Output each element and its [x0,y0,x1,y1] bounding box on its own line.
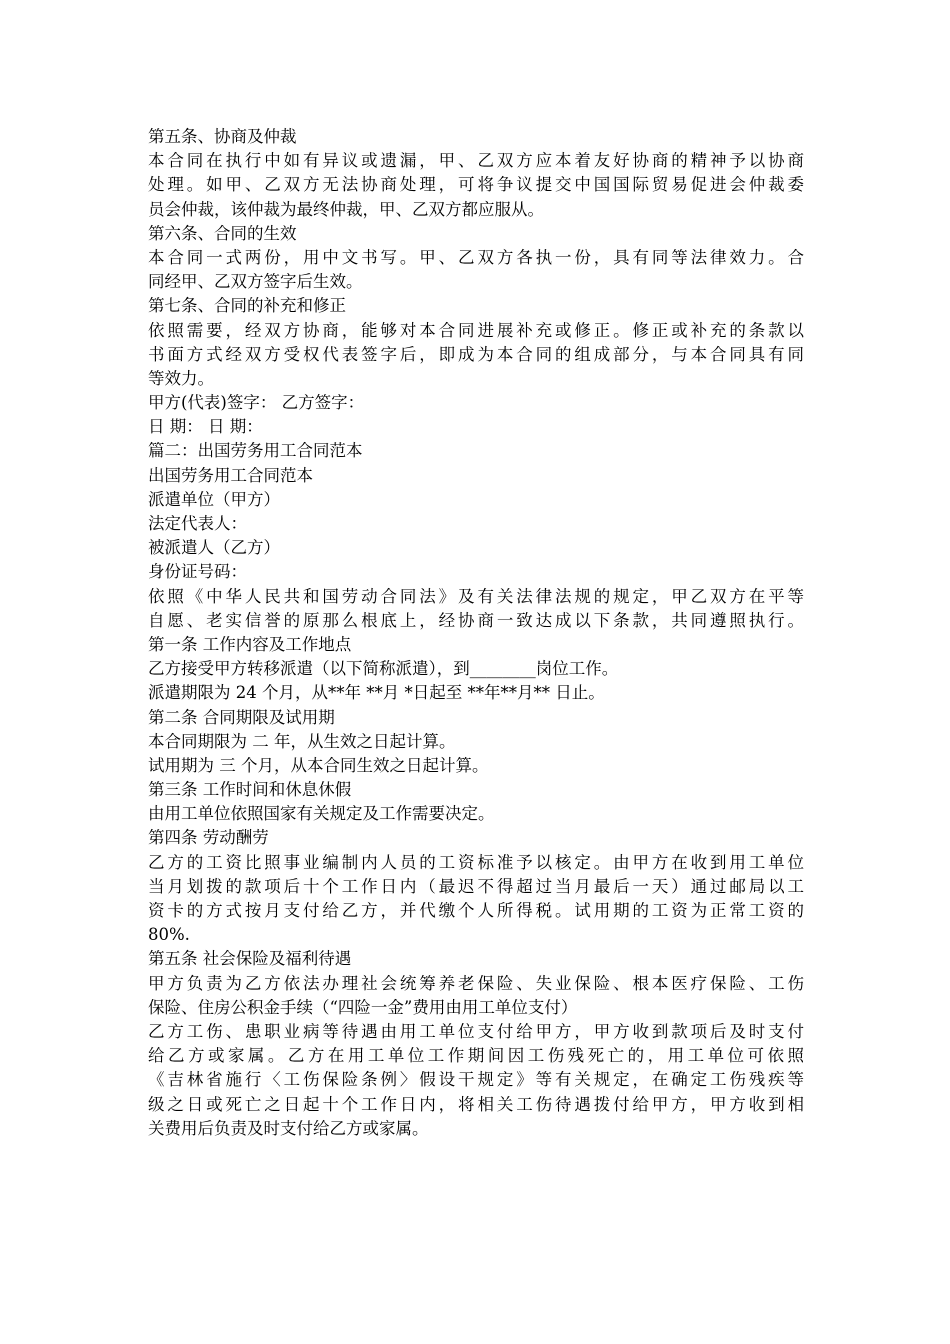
text-line: 依照需要，经双方协商，能够对本合同进展补充或修正。修正或补充的条款以 [148,320,804,340]
text-line: 甲方(代表)签字： 乙方签字： [148,393,365,413]
text-line: 第七条、合同的补充和修正 [148,296,346,316]
text-line: 处理。如甲、乙双方无法协商处理，可将争议提交中国国际贸易促进会仲裁委 [148,175,804,195]
text-line: 乙方接受甲方转移派遣（以下简称派遣），到________岗位工作。 [148,659,619,679]
text-line: 派遣期限为 24 个月，从**年 **月 *日起至 **年**月** 日止。 [148,683,605,703]
text-line: 依照《中华人民共和国劳动合同法》及有关法律法规的规定，甲乙双方在平等 [148,586,804,606]
text-line: 本合同一式两份，用中文书写。甲、乙双方各执一份，具有同等法律效力。合 [148,247,804,267]
text-line: 第二条 合同期限及试用期 [148,707,335,727]
text-line: 80%. [148,925,190,945]
text-line: 第五条 社会保险及福利待遇 [148,949,352,969]
text-line: 被派遣人（乙方） [148,538,280,558]
text-line: 试用期为 三 个月，从本合同生效之日起计算。 [148,755,489,775]
text-line: 员会仲裁，该仲裁为最终仲裁，甲、乙双方都应服从。 [148,199,544,219]
text-line: 乙方的工资比照事业编制内人员的工资标准予以核定。由甲方在收到用工单位 [148,852,804,872]
text-line: 《吉林省施行〈工伤保险条例〉假设干规定》等有关规定，在确定工伤残疾等 [148,1070,804,1090]
text-line: 篇二：出国劳务用工合同范本 [148,441,363,461]
text-line: 本合同在执行中如有异议或遗漏，甲、乙双方应本着友好协商的精神予以协商 [148,151,804,171]
text-line: 书面方式经双方受权代表签字后，即成为本合同的组成部分，与本合同具有同 [148,344,804,364]
text-line: 本合同期限为 二 年，从生效之日起计算。 [148,731,456,751]
text-line: 第四条 劳动酬劳 [148,828,269,848]
text-line: 等效力。 [148,368,214,388]
text-line: 第六条、合同的生效 [148,223,297,243]
text-line: 资卡的方式按月支付给乙方，并代缴个人所得税。试用期的工资为正常工资的 [148,901,804,920]
text-line: 身份证号码： [148,562,247,582]
text-line: 第三条 工作时间和休息休假 [148,780,352,800]
text-line: 出国劳务用工合同范本 [148,465,313,485]
text-line: 乙方工伤、患职业病等待遇由用工单位支付给甲方，甲方收到款项后及时支付 [148,1021,804,1041]
text-line: 同经甲、乙双方签字后生效。 [148,272,363,292]
document-body [148,125,804,1141]
text-line: 日 期： 日 期： [148,417,263,437]
text-line: 级之日或死亡之日起十个工作日内，将相关工伤待遇拨付给甲方，甲方收到相 [148,1094,804,1114]
text-line: 第一条 工作内容及工作地点 [148,634,352,654]
text-line: 第五条、协商及仲裁 [148,127,297,146]
text-line: 自愿、老实信誉的原那么根底上，经协商一致达成以下条款，共同遵照执行。 [148,610,804,630]
text-line: 法定代表人： [148,514,247,533]
text-line: 派遣单位（甲方） [148,489,280,509]
text-line: 甲方负责为乙方依法办理社会统筹养老保险、失业保险、根本医疗保险、工伤 [148,973,804,993]
text-line: 保险、住房公积金手续（“四险一金”费用由用工单位支付） [148,997,578,1017]
text-line: 当月划拨的款项后十个工作日内（最迟不得超过当月最后一天）通过邮局以工 [148,876,804,896]
text-line: 给乙方或家属。乙方在用工单位工作期间因工伤残死亡的，用工单位可依照 [148,1046,804,1066]
text-line: 关费用后负责及时支付给乙方或家属。 [148,1118,429,1138]
text-line: 由用工单位依照国家有关规定及工作需要决定。 [148,804,495,824]
